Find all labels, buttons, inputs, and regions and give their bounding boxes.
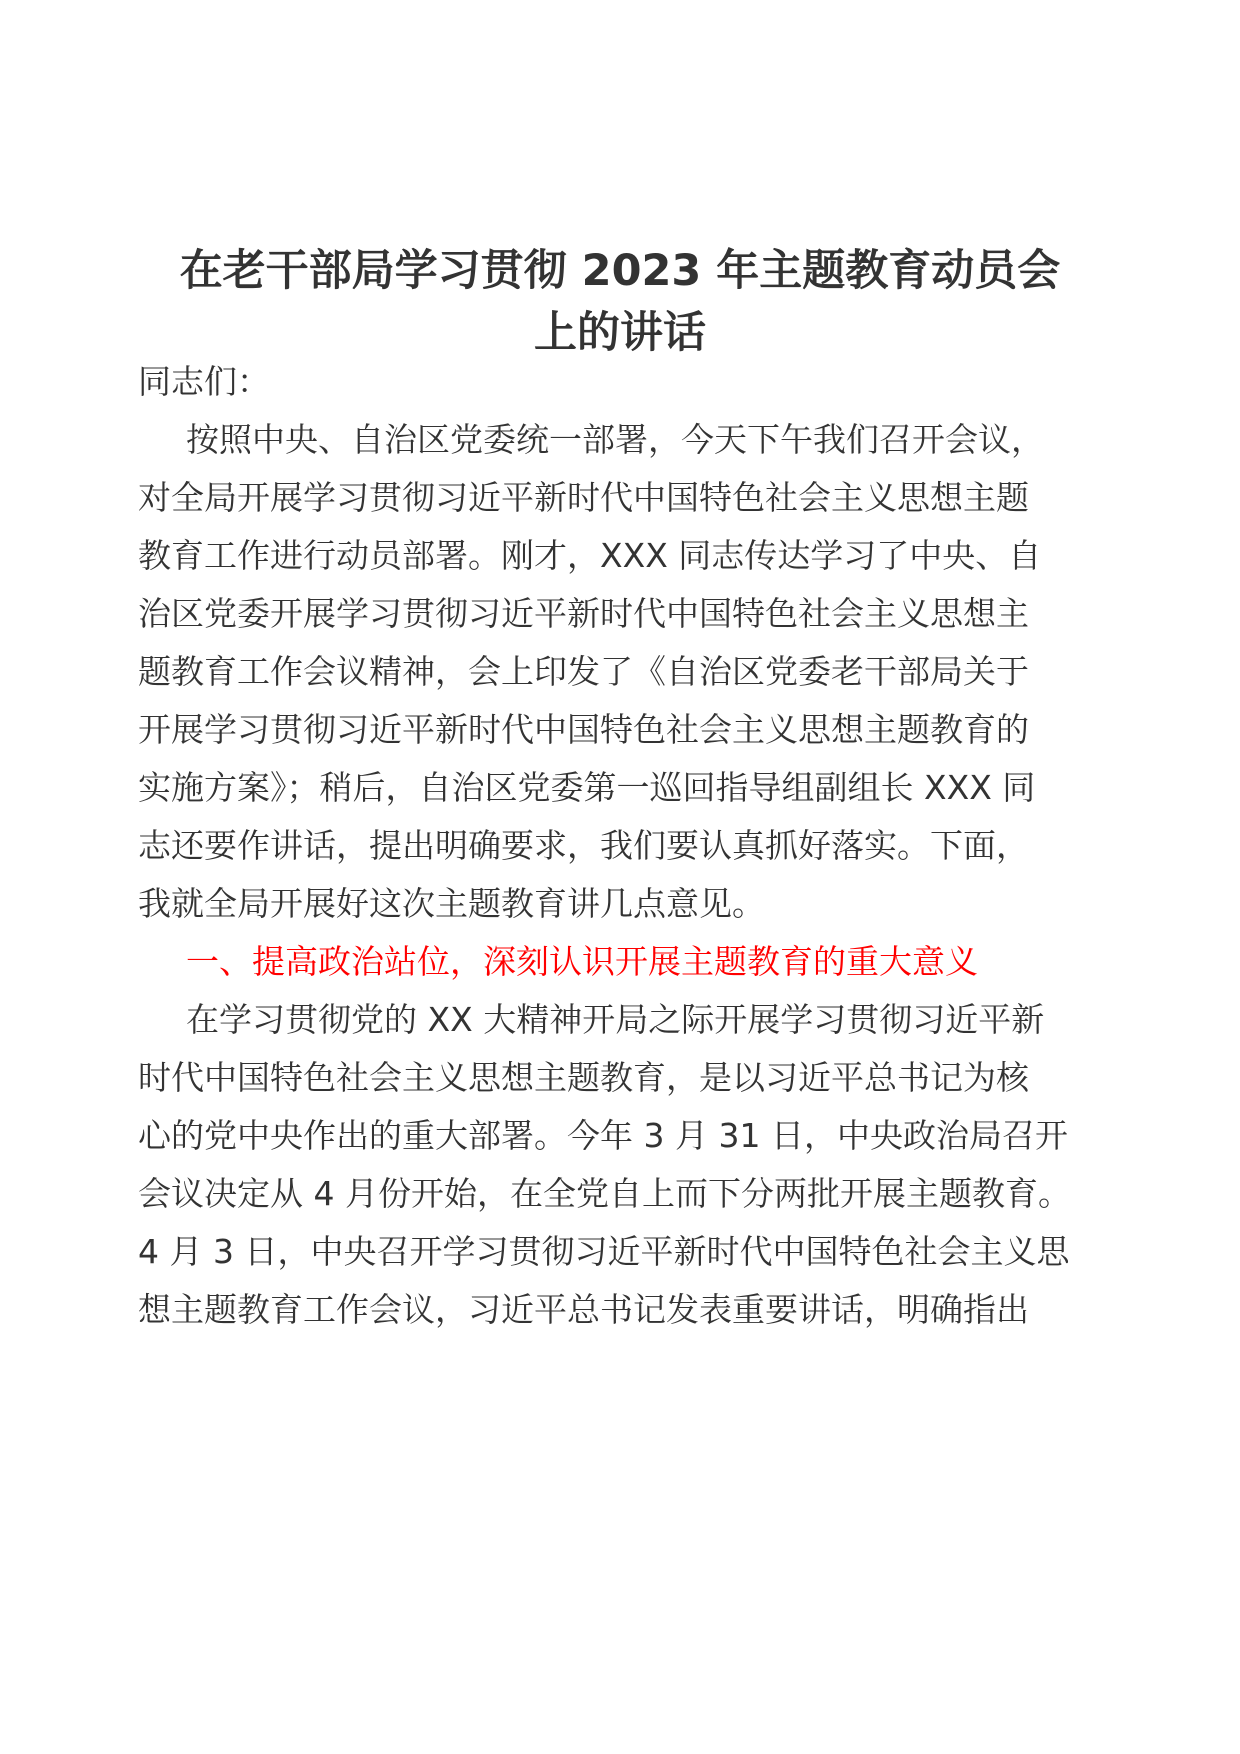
paragraph1-line-7: 实施方案》；稍后，自治区党委第一巡回指导组副组长 XXX 同 [138, 768, 1036, 807]
paragraph2-line-5: 4 月 3 日，中央召开学习贯彻习近平新时代中国特色社会主义思 [138, 1232, 1070, 1271]
salutation: 同志们： [138, 362, 270, 401]
paragraph1-line-1: 按照中央、自治区党委统一部署，今天下午我们召开会议， [186, 420, 1044, 459]
paragraph1-line-3: 教育工作进行动员部署。刚才，XXX 同志传达学习了中央、自 [138, 536, 1042, 575]
paragraph1-line-9: 我就全局开展好这次主题教育讲几点意见。 [138, 884, 765, 923]
paragraph2-line-2: 时代中国特色社会主义思想主题教育，是以习近平总书记为核 [138, 1058, 1029, 1097]
paragraph1-line-6: 开展学习贯彻习近平新时代中国特色社会主义思想主题教育的 [138, 710, 1029, 749]
paragraph1-line-8: 志还要作讲话，提出明确要求，我们要认真抓好落实。下面， [138, 826, 1029, 865]
title-line-1: 在老干部局学习贯彻 2023 年主题教育动员会 [179, 246, 1061, 296]
paragraph2-line-1: 在学习贯彻党的 XX 大精神开局之际开展学习贯彻习近平新 [186, 1000, 1045, 1039]
title-line-2: 上的讲话 [534, 308, 706, 358]
paragraph2-line-3: 心的党中央作出的重大部署。今年 3 月 31 日，中央政治局召开 [138, 1116, 1068, 1155]
document-title [150, 240, 1090, 364]
paragraph1-line-5: 题教育工作会议精神，会上印发了《自治区党委老干部局关于 [138, 652, 1029, 691]
paragraph2-line-4: 会议决定从 4 月份开始，在全党自上而下分两批开展主题教育。 [138, 1174, 1071, 1213]
paragraph2-line-6: 想主题教育工作会议，习近平总书记发表重要讲话，明确指出 [138, 1290, 1029, 1329]
section-heading-1: 一、提高政治站位，深刻认识开展主题教育的重大意义 [186, 942, 978, 981]
paragraph1-line-2: 对全局开展学习贯彻习近平新时代中国特色社会主义思想主题 [138, 478, 1029, 517]
paragraph1-line-4: 治区党委开展学习贯彻习近平新时代中国特色社会主义思想主 [138, 594, 1029, 633]
